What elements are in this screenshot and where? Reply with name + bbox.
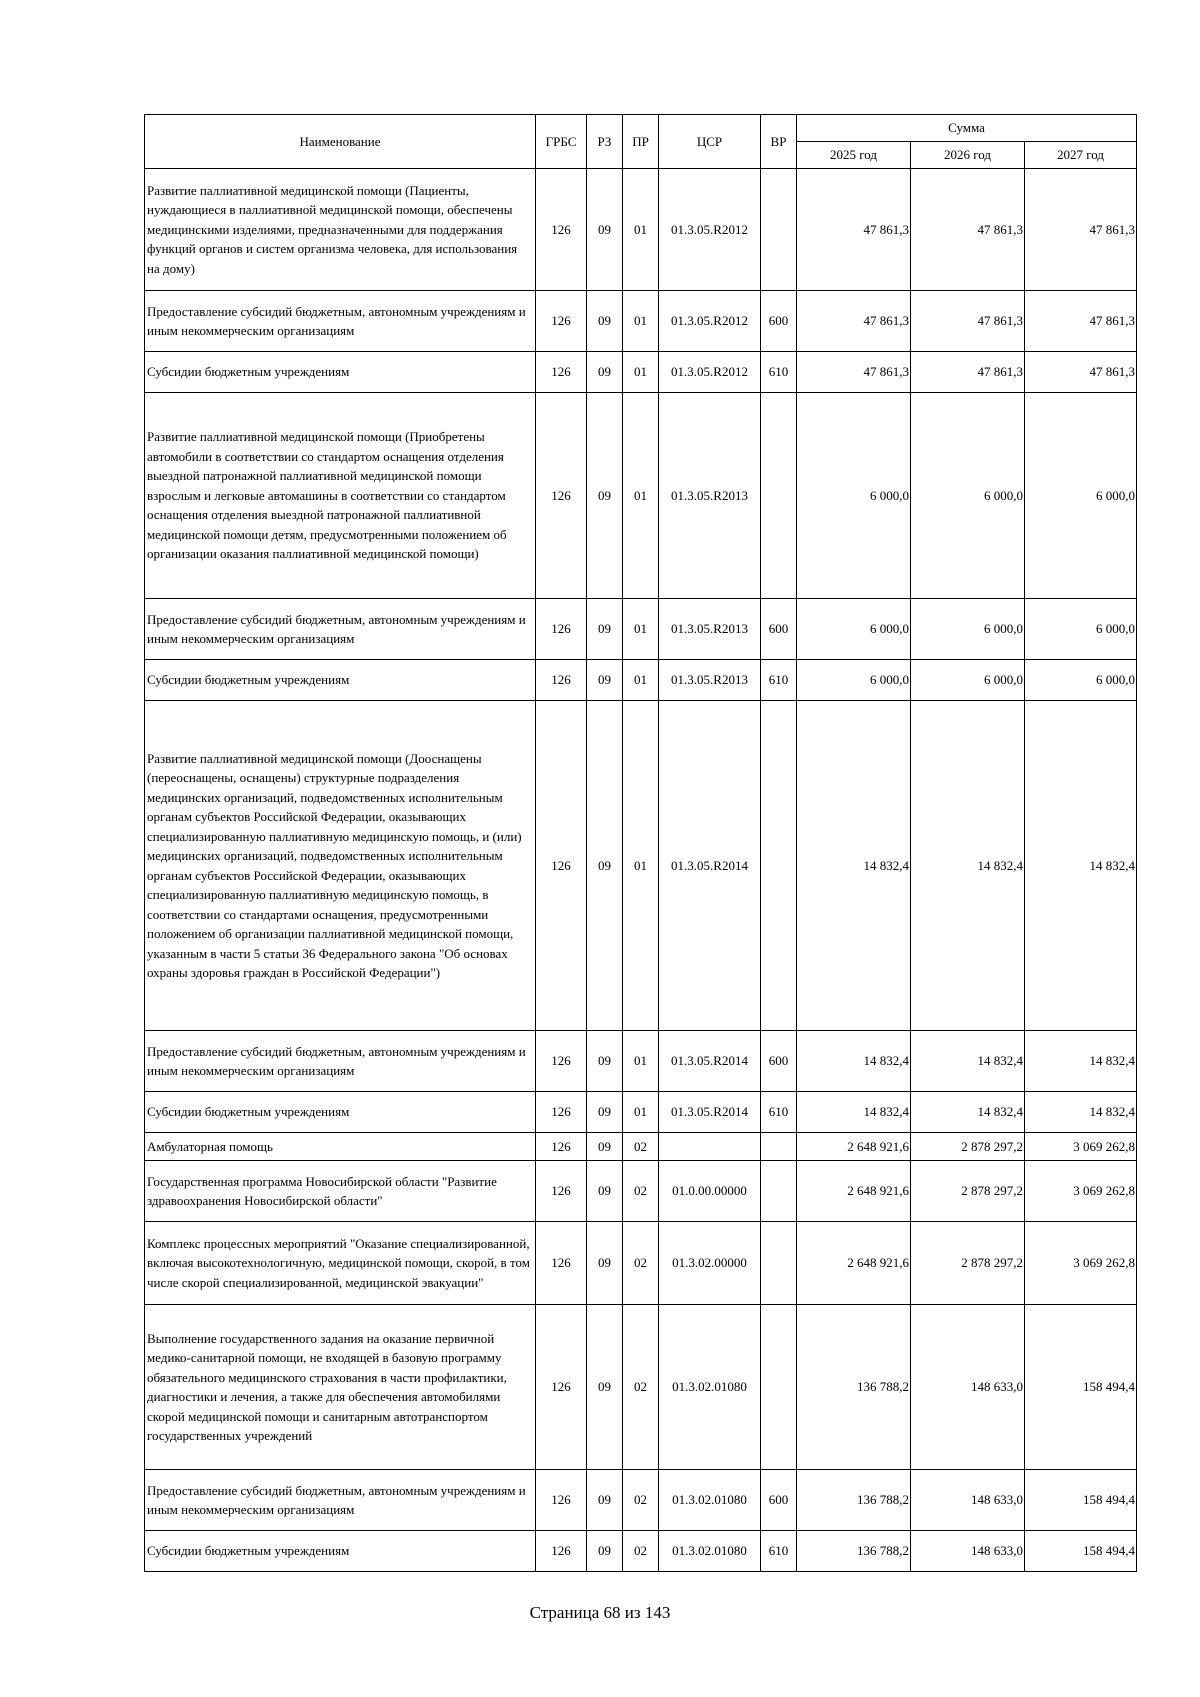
cell-pr: 01: [623, 1031, 659, 1092]
table-row: [145, 393, 1137, 599]
cell-2025: 14 832,4: [797, 701, 911, 1031]
cell-csr: 01.0.00.00000: [659, 1161, 761, 1222]
cell-2027: 14 832,4: [1025, 1031, 1137, 1092]
cell-pr: 02: [623, 1133, 659, 1161]
cell-grbs: 126: [536, 1222, 587, 1305]
cell-grbs: 126: [536, 393, 587, 599]
cell-2027: 47 861,3: [1025, 291, 1137, 352]
cell-csr: 01.3.05.R2012: [659, 352, 761, 393]
table-row: [145, 169, 1137, 291]
cell-rz: 09: [587, 393, 623, 599]
cell-rz: 09: [587, 169, 623, 291]
cell-csr: 01.3.05.R2014: [659, 1031, 761, 1092]
table-row: [145, 660, 1137, 701]
cell-pr: 02: [623, 1531, 659, 1572]
table-row: [145, 1305, 1137, 1470]
cell-grbs: 126: [536, 291, 587, 352]
cell-pr: 01: [623, 599, 659, 660]
cell-vr: 600: [761, 1031, 797, 1092]
cell-2026: 47 861,3: [911, 169, 1025, 291]
header-rz: РЗ: [587, 115, 623, 169]
cell-csr: 01.3.05.R2014: [659, 701, 761, 1031]
cell-name: Развитие паллиативной медицинской помощи (Дооснащены (переоснащены, оснащены) структурные подразделения медицинских организаций, подведомственных исполнительным органам субъектов Российской Федерации, оказывающих специализированную паллиативную медицинскую помощь, и (или) медицинских организаций, подведомственных исполнительным органам субъектов Российской Федерации, оказывающих специализированную паллиативную медицинскую помощь, в соответствии со стандартами оснащения, предусмотренными положением об организации паллиативной медицинской помощи, указанным в части 5 статьи 36 Федерального закона "Об основах охраны здоровья граждан в Российской Федерации"): [145, 701, 536, 1031]
cell-grbs: 126: [536, 660, 587, 701]
cell-name: Предоставление субсидий бюджетным, автономным учреждениям и иным некоммерческим организациям: [145, 291, 536, 352]
cell-name: Субсидии бюджетным учреждениям: [145, 352, 536, 393]
header-vr: ВР: [761, 115, 797, 169]
cell-csr: [659, 1133, 761, 1161]
cell-rz: 09: [587, 1133, 623, 1161]
cell-csr: 01.3.02.01080: [659, 1305, 761, 1470]
cell-2025: 136 788,2: [797, 1305, 911, 1470]
cell-csr: 01.3.05.R2012: [659, 169, 761, 291]
table-row: [145, 1133, 1137, 1161]
cell-pr: 01: [623, 1092, 659, 1133]
cell-pr: 02: [623, 1222, 659, 1305]
cell-rz: 09: [587, 660, 623, 701]
table-header: [145, 115, 1137, 169]
cell-vr: 610: [761, 1092, 797, 1133]
cell-grbs: 126: [536, 701, 587, 1031]
cell-2025: 47 861,3: [797, 291, 911, 352]
cell-2025: 14 832,4: [797, 1092, 911, 1133]
cell-2026: 47 861,3: [911, 291, 1025, 352]
table-row: [145, 701, 1137, 1031]
cell-vr: [761, 701, 797, 1031]
cell-pr: 01: [623, 393, 659, 599]
cell-name: Субсидии бюджетным учреждениям: [145, 660, 536, 701]
cell-grbs: 126: [536, 1092, 587, 1133]
cell-name: Предоставление субсидий бюджетным, автономным учреждениям и иным некоммерческим организациям: [145, 599, 536, 660]
cell-2027: 14 832,4: [1025, 1092, 1137, 1133]
cell-2027: 6 000,0: [1025, 599, 1137, 660]
cell-rz: 09: [587, 352, 623, 393]
cell-name: Предоставление субсидий бюджетным, автономным учреждениям и иным некоммерческим организациям: [145, 1470, 536, 1531]
header-year-2025: 2025 год: [797, 142, 911, 169]
cell-pr: 01: [623, 660, 659, 701]
cell-2026: 47 861,3: [911, 352, 1025, 393]
cell-grbs: 126: [536, 1470, 587, 1531]
cell-vr: 610: [761, 1531, 797, 1572]
cell-name: Развитие паллиативной медицинской помощи (Приобретены автомобили в соответствии со стандартом оснащения отделения выездной патронажной паллиативной медицинской помощи взрослым и легковые автомашины в соответствии со стандартом оснащения отделения выездной патронажной паллиативной медицинской помощи детям, предусмотренными положением об организации оказания паллиативной медицинской помощи): [145, 393, 536, 599]
cell-2027: 3 069 262,8: [1025, 1222, 1137, 1305]
cell-vr: 610: [761, 660, 797, 701]
table-row: [145, 352, 1137, 393]
cell-csr: 01.3.05.R2012: [659, 291, 761, 352]
header-csr: ЦСР: [659, 115, 761, 169]
table-row: [145, 1531, 1137, 1572]
page-number: Страница 68 из 143: [529, 1603, 671, 1622]
cell-2027: 6 000,0: [1025, 660, 1137, 701]
cell-name: Государственная программа Новосибирской области "Развитие здравоохранения Новосибирской области": [145, 1161, 536, 1222]
cell-2026: 6 000,0: [911, 393, 1025, 599]
cell-2027: 47 861,3: [1025, 169, 1137, 291]
cell-csr: 01.3.05.R2013: [659, 599, 761, 660]
cell-grbs: 126: [536, 1133, 587, 1161]
cell-csr: 01.3.02.00000: [659, 1222, 761, 1305]
cell-2027: 158 494,4: [1025, 1531, 1137, 1572]
cell-name: Предоставление субсидий бюджетным, автономным учреждениям и иным некоммерческим организациям: [145, 1031, 536, 1092]
cell-2027: 47 861,3: [1025, 352, 1137, 393]
cell-vr: [761, 1161, 797, 1222]
cell-2025: 47 861,3: [797, 352, 911, 393]
cell-rz: 09: [587, 1031, 623, 1092]
cell-2026: 14 832,4: [911, 701, 1025, 1031]
cell-rz: 09: [587, 701, 623, 1031]
cell-csr: 01.3.05.R2013: [659, 393, 761, 599]
cell-2027: 14 832,4: [1025, 701, 1137, 1031]
cell-vr: 600: [761, 291, 797, 352]
cell-2026: 14 832,4: [911, 1031, 1025, 1092]
cell-rz: 09: [587, 1222, 623, 1305]
cell-2026: 2 878 297,2: [911, 1222, 1025, 1305]
header-pr: ПР: [623, 115, 659, 169]
cell-rz: 09: [587, 1161, 623, 1222]
cell-vr: 600: [761, 599, 797, 660]
cell-rz: 09: [587, 291, 623, 352]
cell-pr: 02: [623, 1161, 659, 1222]
cell-name: Комплекс процессных мероприятий "Оказание специализированной, включая высокотехнологичную, медицинской помощи, скорой, в том числе скорой специализированной, медицинской эвакуации": [145, 1222, 536, 1305]
cell-pr: 02: [623, 1305, 659, 1470]
cell-2025: 2 648 921,6: [797, 1161, 911, 1222]
cell-name: Амбулаторная помощь: [145, 1133, 536, 1161]
header-grbs: ГРБС: [536, 115, 587, 169]
cell-vr: [761, 393, 797, 599]
table-row: [145, 1161, 1137, 1222]
cell-grbs: 126: [536, 352, 587, 393]
cell-pr: 01: [623, 352, 659, 393]
cell-2026: 2 878 297,2: [911, 1133, 1025, 1161]
cell-2025: 2 648 921,6: [797, 1133, 911, 1161]
cell-name: Субсидии бюджетным учреждениям: [145, 1531, 536, 1572]
table-row: [145, 1470, 1137, 1531]
cell-2025: 14 832,4: [797, 1031, 911, 1092]
cell-2027: 3 069 262,8: [1025, 1161, 1137, 1222]
cell-vr: [761, 1133, 797, 1161]
cell-grbs: 126: [536, 1161, 587, 1222]
cell-csr: 01.3.02.01080: [659, 1531, 761, 1572]
cell-2026: 2 878 297,2: [911, 1161, 1025, 1222]
cell-2026: 6 000,0: [911, 660, 1025, 701]
header-year-2027: 2027 год: [1025, 142, 1137, 169]
table-body: [145, 169, 1137, 1572]
table-row: [145, 1092, 1137, 1133]
header-year-2026: 2026 год: [911, 142, 1025, 169]
cell-rz: 09: [587, 1092, 623, 1133]
header-name: Наименование: [145, 115, 536, 169]
cell-2026: 6 000,0: [911, 599, 1025, 660]
cell-2025: 6 000,0: [797, 660, 911, 701]
cell-csr: 01.3.05.R2013: [659, 660, 761, 701]
cell-name: Субсидии бюджетным учреждениям: [145, 1092, 536, 1133]
cell-vr: [761, 1222, 797, 1305]
cell-2026: 148 633,0: [911, 1470, 1025, 1531]
budget-table: [144, 114, 1137, 1572]
cell-rz: 09: [587, 1470, 623, 1531]
cell-2027: 6 000,0: [1025, 393, 1137, 599]
cell-grbs: 126: [536, 1031, 587, 1092]
cell-name: Выполнение государственного задания на оказание первичной медико-санитарной помощи, не входящей в базовую программу обязательного медицинского страхования в части профилактики, диагностики и лечения, а также для обеспечения автомобилями скорой медицинской помощи и санитарным автотранспортом государственных учреждений: [145, 1305, 536, 1470]
cell-csr: 01.3.05.R2014: [659, 1092, 761, 1133]
cell-grbs: 126: [536, 169, 587, 291]
table-row: [145, 1222, 1137, 1305]
cell-2025: 47 861,3: [797, 169, 911, 291]
cell-pr: 01: [623, 701, 659, 1031]
table-row: [145, 599, 1137, 660]
cell-vr: 600: [761, 1470, 797, 1531]
cell-2025: 136 788,2: [797, 1470, 911, 1531]
cell-2025: 6 000,0: [797, 599, 911, 660]
cell-2027: 158 494,4: [1025, 1305, 1137, 1470]
cell-csr: 01.3.02.01080: [659, 1470, 761, 1531]
cell-vr: [761, 1305, 797, 1470]
cell-rz: 09: [587, 599, 623, 660]
cell-grbs: 126: [536, 599, 587, 660]
cell-vr: [761, 169, 797, 291]
cell-pr: 01: [623, 169, 659, 291]
cell-rz: 09: [587, 1531, 623, 1572]
cell-pr: 01: [623, 291, 659, 352]
cell-grbs: 126: [536, 1305, 587, 1470]
cell-vr: 610: [761, 352, 797, 393]
table-row: [145, 1031, 1137, 1092]
cell-2026: 148 633,0: [911, 1305, 1025, 1470]
cell-pr: 02: [623, 1470, 659, 1531]
cell-rz: 09: [587, 1305, 623, 1470]
cell-2025: 2 648 921,6: [797, 1222, 911, 1305]
cell-2025: 136 788,2: [797, 1531, 911, 1572]
table-row: [145, 291, 1137, 352]
cell-2026: 148 633,0: [911, 1531, 1025, 1572]
cell-grbs: 126: [536, 1531, 587, 1572]
cell-2027: 158 494,4: [1025, 1470, 1137, 1531]
cell-2025: 6 000,0: [797, 393, 911, 599]
header-sum: Сумма: [797, 115, 1137, 142]
cell-name: Развитие паллиативной медицинской помощи (Пациенты, нуждающиеся в паллиативной медицинской помощи, обеспечены медицинскими изделиями, предназначенными для поддержания функций органов и систем организма человека, для использования на дому): [145, 169, 536, 291]
cell-2026: 14 832,4: [911, 1092, 1025, 1133]
cell-2027: 3 069 262,8: [1025, 1133, 1137, 1161]
